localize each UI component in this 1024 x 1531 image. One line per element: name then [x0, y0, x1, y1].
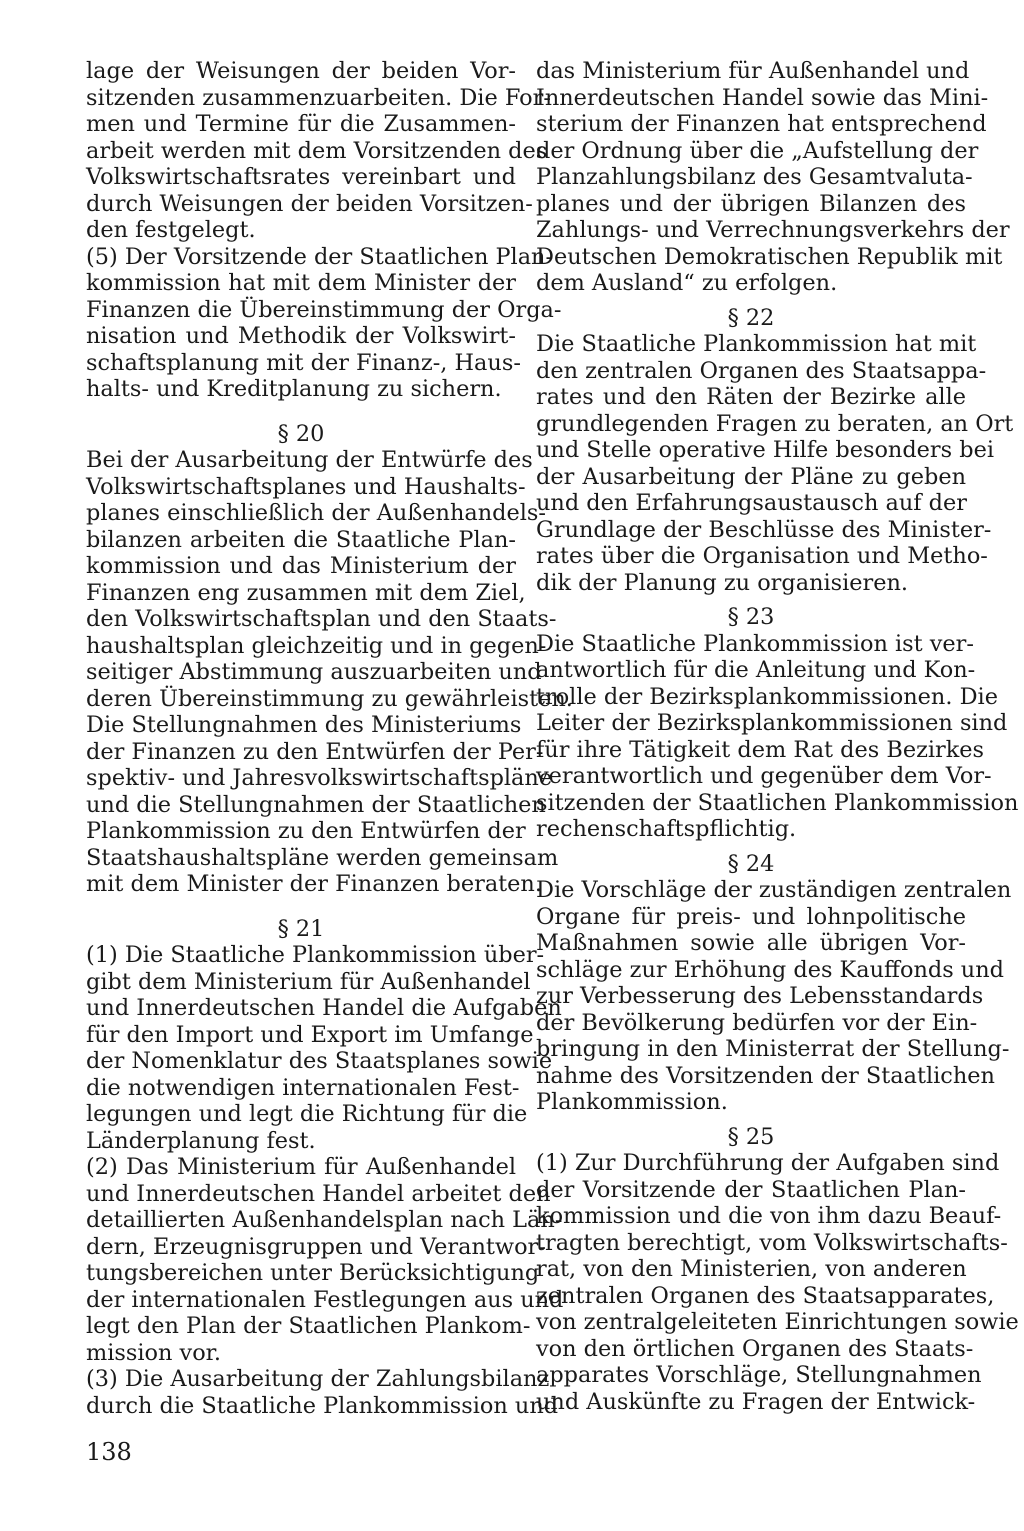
text-line: Finanzen die Übereinstimmung der Orga- [86, 296, 562, 323]
section-spacer [536, 297, 966, 305]
text-line: tungsbereichen unter Berücksichtigung [86, 1260, 540, 1286]
text-line: verantwortlich und gegenüber dem Vor- [536, 763, 992, 789]
text-line: Volkswirtschaftsrates vereinbart und [86, 164, 516, 190]
text-line: zur Verbesserung des Lebensstandards [536, 983, 984, 1009]
section-heading: § 22 [727, 304, 775, 331]
text-line: rechenschaftspflichtig. [536, 816, 797, 842]
text-line: den Volkswirtschaftsplan und den Staats- [86, 606, 557, 632]
text-line: schläge zur Erhöhung des Kauffonds und [536, 956, 1004, 983]
text-line: dik der Planung zu organisieren. [536, 569, 909, 596]
text-line: der Finanzen zu den Entwürfen der Per- [86, 738, 544, 765]
text-line: haushaltsplan gleichzeitig und in gegen- [86, 632, 547, 659]
text-line: für den Import und Export im Umfange [86, 1021, 534, 1048]
text-line: trolle der Bezirksplankommissionen. Die [536, 683, 998, 710]
text-line: Finanzen eng zusammen mit dem Ziel, [86, 579, 526, 606]
text-line: Volkswirtschaftsplanes und Haushalts- [86, 473, 526, 500]
text-line: Die Staatliche Plankommission ist ver- [536, 630, 974, 657]
text-line: der Ordnung über die „Aufstellung der [536, 137, 979, 164]
section-heading: § 20 [277, 420, 325, 447]
text-line: deren Übereinstimmung zu gewährleisten. [86, 685, 573, 712]
text-line: antwortlich für die Anleitung und Kon- [536, 657, 976, 683]
text-line: Leiter der Bezirksplankommissionen sind [536, 710, 1008, 736]
section-heading: § 24 [727, 850, 775, 877]
text-line: planes und der übrigen Bilanzen des [536, 190, 966, 217]
left-text-column [86, 58, 573, 1419]
text-line: Plankommission zu den Entwürfen der [86, 818, 526, 844]
text-line: spektiv- und Jahresvolkswirtschaftspläne [86, 765, 553, 791]
text-line: mission vor. [86, 1339, 222, 1366]
text-line: detaillierten Außenhandelsplan nach Län- [86, 1207, 563, 1233]
text-line: sterium der Finanzen hat entsprechend [536, 111, 987, 137]
text-line: Länderplanung fest. [86, 1127, 316, 1154]
text-line: Die Staatliche Plankommission hat mit [536, 331, 977, 357]
text-line: Grundlage der Beschlüsse des Minister- [536, 516, 992, 543]
text-line: (5) Der Vorsitzende der Staatlichen Plan- [86, 243, 554, 270]
text-line: gibt dem Ministerium für Außenhandel [86, 968, 531, 995]
text-line: Die Stellungnahmen des Ministeriums [86, 712, 522, 738]
section-spacer [536, 843, 966, 851]
text-line: von zentralgeleiteten Einrichtungen sowie [536, 1309, 1019, 1335]
text-line: das Ministerium für Außenhandel und [536, 58, 970, 84]
text-line: und Stelle operative Hilfe besonders bei [536, 437, 994, 463]
text-line: der Bevölkerung bedürfen vor der Ein- [536, 1009, 978, 1036]
text-line: legt den Plan der Staatlichen Plankom- [86, 1313, 531, 1339]
text-line: durch die Staatliche Plankommission und [86, 1392, 559, 1419]
text-line: Die Vorschläge der zuständigen zentralen [536, 877, 1012, 903]
text-line: bringung in den Ministerrat der Stellung- [536, 1036, 1010, 1062]
text-line: sitzenden der Staatlichen Plankommission [536, 789, 1019, 816]
text-line: und Innerdeutschen Handel arbeitet den [86, 1180, 551, 1207]
text-line: dem Ausland“ zu erfolgen. [536, 270, 838, 296]
text-line: für ihre Tätigkeit dem Rat des Bezirkes [536, 736, 985, 763]
text-line: apparates Vorschläge, Stellungnahmen [536, 1362, 982, 1388]
section-heading: § 23 [727, 604, 775, 630]
section-spacer [86, 898, 516, 916]
text-line: Deutschen Demokratischen Republik mit [536, 243, 1003, 270]
text-line: rates und den Räten der Bezirke alle [536, 384, 966, 410]
text-line: Bei der Ausarbeitung der Entwürfe des [86, 447, 533, 473]
text-line: (3) Die Ausarbeitung der Zahlungsbilanz [86, 1366, 550, 1392]
text-line: dern, Erzeugnisgruppen und Verantwor- [86, 1233, 546, 1260]
text-line: (1) Die Staatliche Plankommission über- [86, 942, 545, 968]
text-line: von den örtlichen Organen des Staats- [536, 1335, 974, 1362]
text-line: nisation und Methodik der Volkswirt- [86, 323, 516, 349]
text-line: halts- und Kreditplanung zu sichern. [86, 376, 502, 402]
text-line: der internationalen Festlegungen aus und [86, 1286, 564, 1313]
text-line: seitiger Abstimmung auszuarbeiten und [86, 659, 542, 685]
section-spacer [536, 1116, 966, 1124]
text-line: kommission hat mit dem Minister der [86, 270, 516, 296]
text-line: und die Stellungnahmen der Staatlichen [86, 791, 546, 818]
text-line: die notwendigen internationalen Fest- [86, 1074, 520, 1101]
text-line: der Nomenklatur des Staatsplanes sowie [86, 1048, 553, 1074]
text-line: arbeit werden mit dem Vorsitzenden des [86, 137, 548, 164]
text-line: den festgelegt. [86, 217, 256, 243]
section-spacer [536, 596, 966, 604]
text-line: nahme des Vorsitzenden der Staatlichen [536, 1062, 995, 1089]
section-heading: § 21 [277, 915, 325, 942]
text-line: rat, von den Ministerien, von anderen [536, 1256, 967, 1282]
text-line: Organe für preis- und lohnpolitische [536, 903, 966, 930]
text-line: (1) Zur Durchführung der Aufgaben sind [536, 1150, 1000, 1176]
text-line: zentralen Organen des Staatsapparates, [536, 1282, 995, 1309]
text-line: den zentralen Organen des Staatsappa- [536, 357, 987, 384]
text-line: kommission und das Ministerium der [86, 553, 516, 579]
page-number: 138 [86, 1438, 132, 1466]
right-text-column [536, 58, 1019, 1415]
text-line: Maßnahmen sowie alle übrigen Vor- [536, 930, 966, 956]
text-line: lage der Weisungen der beiden Vor- [86, 58, 516, 84]
text-line: der Ausarbeitung der Pläne zu geben [536, 463, 966, 490]
text-line: legungen und legt die Richtung für die [86, 1101, 528, 1127]
text-line: men und Termine für die Zusammen- [86, 111, 516, 137]
text-line: (2) Das Ministerium für Außenhandel [86, 1154, 516, 1180]
text-line: und Innerdeutschen Handel die Aufgaben [86, 995, 562, 1021]
section-spacer [86, 403, 516, 421]
text-line: schaftsplanung mit der Finanz-, Haus- [86, 349, 521, 376]
text-line: rates über die Organisation und Metho- [536, 543, 988, 569]
text-line: sitzenden zusammenzuarbeiten. Die For- [86, 84, 551, 111]
text-line: Planzahlungsbilanz des Gesamtvaluta- [536, 164, 973, 190]
text-line: planes einschließlich der Außenhandels- [86, 500, 546, 526]
text-line: und den Erfahrungsaustausch auf der [536, 490, 967, 516]
text-line: grundlegenden Fragen zu beraten, an Ort [536, 410, 1014, 437]
text-line: Innerdeutschen Handel sowie das Mini- [536, 84, 989, 111]
text-line: tragten berechtigt, vom Volkswirtschafts- [536, 1229, 1008, 1256]
text-line: der Vorsitzende der Staatlichen Plan- [536, 1176, 966, 1203]
text-line: und Auskünfte zu Fragen der Entwick- [536, 1388, 976, 1415]
text-line: Staatshaushaltspläne werden gemeinsam [86, 844, 559, 871]
text-line: bilanzen arbeiten die Staatliche Plan- [86, 526, 516, 553]
text-line: kommission und die von ihm dazu Beauf- [536, 1203, 1002, 1229]
text-line: Zahlungs- und Verrechnungsverkehrs der [536, 217, 1010, 243]
section-heading: § 25 [727, 1123, 775, 1150]
text-line: Plankommission. [536, 1089, 728, 1115]
text-line: mit dem Minister der Finanzen beraten. [86, 871, 542, 897]
text-line: durch Weisungen der beiden Vorsitzen- [86, 190, 533, 217]
